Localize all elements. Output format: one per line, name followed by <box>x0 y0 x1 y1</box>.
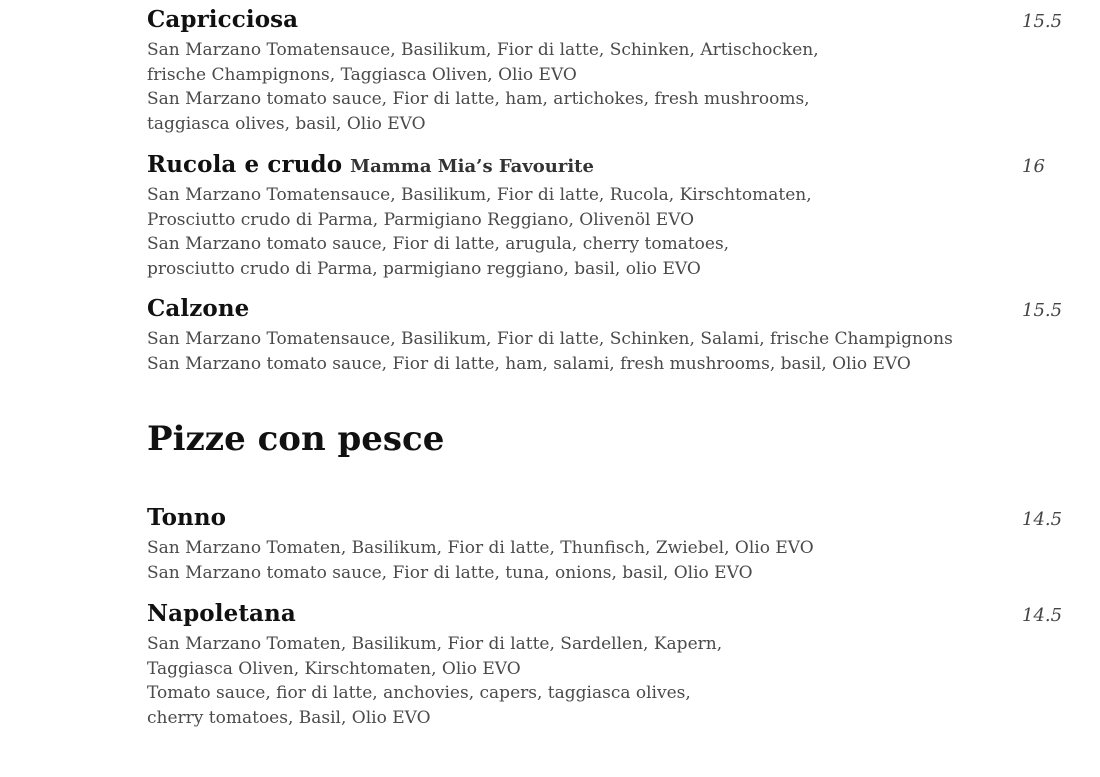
description-line: San Marzano Tomatensauce, Basilikum, Fior di latte, Schinken, Salami, frische Champignons <box>147 329 953 349</box>
description-line: San Marzano Tomaten, Basilikum, Fior di latte, Thunfisch, Zwiebel, Olio EVO <box>147 538 814 558</box>
item-name: Rucola e crudo <box>147 151 343 178</box>
item-description <box>147 38 1057 136</box>
menu-item-rucola-e-crudo <box>147 145 1057 281</box>
description-line: Tomato sauce, fior di latte, anchovies, capers, taggiasca olives, <box>147 683 691 703</box>
item-price: 14.5 <box>1022 509 1063 530</box>
menu-item-napoletana <box>147 594 1063 730</box>
menu-item-capricciosa <box>147 0 1063 136</box>
item-header <box>147 289 1057 325</box>
description-line: prosciutto crudo di Parma, parmigiano reggiano, basil, olio EVO <box>147 258 701 279</box>
item-description <box>147 536 1057 585</box>
item-header <box>147 145 1057 181</box>
description-line: San Marzano tomato sauce, Fior di latte, ham, artichokes, fresh mushrooms, <box>147 89 810 109</box>
description-line: San Marzano Tomaten, Basilikum, Fior di latte, Sardellen, Kapern, <box>147 634 723 654</box>
item-name: Tonno <box>147 504 227 531</box>
description-line: Prosciutto crudo di Parma, Parmigiano Reggiano, Olivenöl EVO <box>147 209 695 230</box>
description-line: cherry tomatoes, Basil, Olio EVO <box>147 707 431 728</box>
favourite-tag: Mamma Mia’s Favourite <box>350 156 594 177</box>
item-price: 14.5 <box>1022 605 1063 626</box>
section-title: Pizze con pesce <box>147 419 445 459</box>
item-header <box>147 0 1057 36</box>
description-line: San Marzano Tomatensauce, Basilikum, Fior di latte, Schinken, Artischocken, <box>147 40 819 60</box>
description-line: Taggiasca Oliven, Kirschtomaten, Olio EVO <box>147 658 521 679</box>
description-line: San Marzano Tomatensauce, Basilikum, Fior di latte, Rucola, Kirschtomaten, <box>147 185 812 205</box>
menu-item-tonno <box>147 498 1063 585</box>
item-description <box>147 632 1057 730</box>
item-description <box>147 183 1057 281</box>
item-name: Capricciosa <box>147 6 299 33</box>
description-line: frische Champignons, Taggiasca Oliven, Olio EVO <box>147 64 577 85</box>
item-price: 15.5 <box>1022 300 1063 321</box>
item-name: Napoletana <box>147 600 296 627</box>
item-price: 15.5 <box>1022 11 1063 32</box>
description-line: San Marzano tomato sauce, Fior di latte, arugula, cherry tomatoes, <box>147 234 730 254</box>
menu-item-calzone <box>147 289 1063 376</box>
item-header <box>147 498 1057 534</box>
description-line: San Marzano tomato sauce, Fior di latte, ham, salami, fresh mushrooms, basil, Olio EVO <box>147 353 911 374</box>
item-price: 16 <box>1022 156 1045 177</box>
description-line: San Marzano tomato sauce, Fior di latte, tuna, onions, basil, Olio EVO <box>147 562 753 583</box>
description-line: taggiasca olives, basil, Olio EVO <box>147 113 426 134</box>
item-name: Calzone <box>147 295 250 322</box>
item-header <box>147 594 1057 630</box>
item-description <box>147 327 1057 376</box>
